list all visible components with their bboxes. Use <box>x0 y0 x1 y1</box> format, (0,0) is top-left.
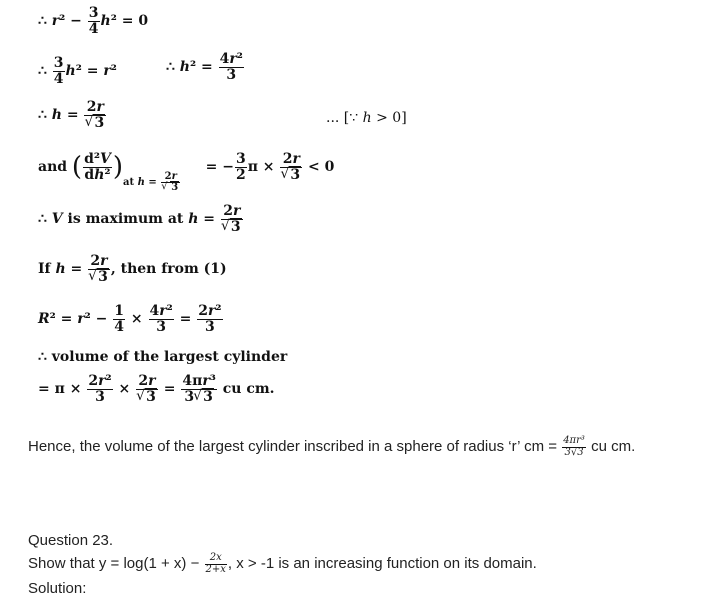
equation-line-3: ∴ h = 2r √ 3 <box>38 100 107 130</box>
equation-line-9: = π × $\frac{\text{2r²}}{3}$ × 2r √ 3 = $\frac{\text{4πr³}}{3√ 3}$ cu cm. <box>38 374 275 404</box>
equation-line-5: ∴ V is maximum at h = 2r √ 3 <box>38 204 244 234</box>
question-statement: Show that y = log(1 + x) − $\frac{2x}{2+x}$ , x > -1 is an increasing function on its domain. <box>28 552 537 575</box>
equation-line-8: ∴ volume of the largest cylinder <box>38 349 288 365</box>
conclusion-text: Hence, the volume of the largest cylinder inscribed in a sphere of radius ‘r’ cm = $\frac{\text{4πr³}}{3√3}$ cu cm. <box>28 435 636 458</box>
equation-line-6: If h = 2r √ 3 , then from (1) <box>38 254 227 284</box>
equation-line-7: R² = r² − $\frac{1}{4}$ × $\frac{\text{4r²}}{3}$ = $\frac{\text{2r²}}{3}$ <box>38 303 222 335</box>
solution-label: Solution: <box>28 580 87 597</box>
equation-line-2b: ∴ h² = $\frac{\text{4r²}}{3}$ <box>166 51 243 83</box>
equation-line-1: ∴ r² − $\frac{3}{4}$ h² = 0 <box>38 5 149 37</box>
question-title: Question 23. <box>28 532 114 549</box>
equation-line-4: and ( $\frac{\text{d²V}}{\text{dh²}}$ )$_{at h = 2r √ 3}$ = − $\frac{3}{2}$ π × 2r √ 3 < 0 <box>38 152 334 182</box>
condition-note: ... [∵ h > 0] <box>326 110 407 126</box>
equation-line-2: ∴ $\frac{3}{4}$ h² = r² <box>38 55 117 87</box>
